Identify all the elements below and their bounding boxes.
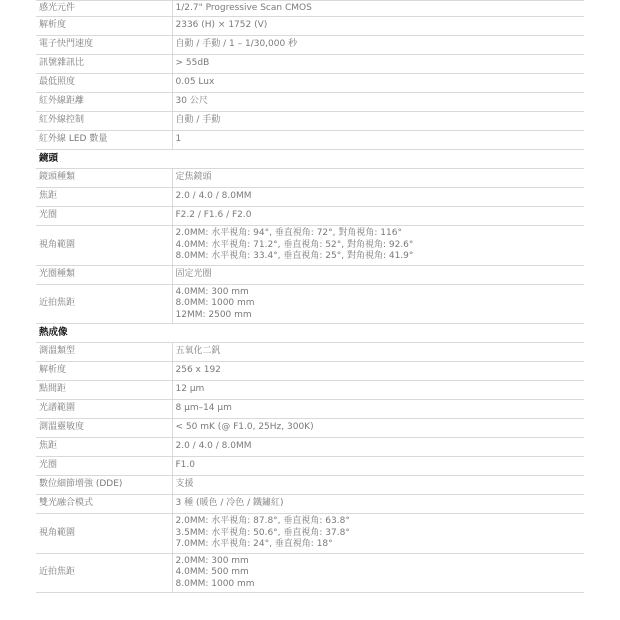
spec-value-line: 1 xyxy=(175,134,182,145)
spec-row xyxy=(36,438,584,457)
spec-value-line: 8.0MM: 1000 mm xyxy=(175,298,255,308)
spec-row xyxy=(36,74,584,93)
spec-row xyxy=(36,419,584,438)
spec-value-line: 256 x 192 xyxy=(175,365,221,376)
spec-value-line: < 50 mK (@ F1.0, 25Hz, 300K) xyxy=(175,422,314,433)
spec-value-cell xyxy=(172,284,584,324)
spec-key: 數位細節增強 (DDE) xyxy=(36,476,172,495)
spec-key: 解析度 xyxy=(36,362,172,381)
spec-value-line: 7.0MM: 水平視角: 24°, 垂直視角: 18° xyxy=(175,539,333,549)
spec-key: 紅外線控制 xyxy=(36,112,172,131)
spec-key: 焦距 xyxy=(36,438,172,457)
section-title: 鏡頭 xyxy=(36,150,584,169)
spec-key: 感光元件 xyxy=(36,1,172,17)
spec-value-cell xyxy=(172,93,584,112)
spec-value-cell xyxy=(172,74,584,93)
spec-row xyxy=(36,265,584,284)
spec-row xyxy=(36,400,584,419)
spec-key: 光圈 xyxy=(36,457,172,476)
spec-value-cell xyxy=(172,226,584,266)
spec-value-cell xyxy=(172,131,584,150)
spec-table-container xyxy=(36,0,584,593)
spec-key: 視角範圍 xyxy=(36,226,172,266)
spec-key: 近拍焦距 xyxy=(36,553,172,593)
spec-value-line: 2.0 / 4.0 / 8.0MM xyxy=(175,191,252,202)
spec-row xyxy=(36,457,584,476)
spec-value-line: 固定光圈 xyxy=(175,268,212,279)
spec-row xyxy=(36,343,584,362)
spec-table xyxy=(36,0,584,593)
spec-key: 光圈 xyxy=(36,207,172,226)
spec-value-line: F1.0 xyxy=(175,460,195,471)
spec-value-cell xyxy=(172,553,584,593)
spec-value-cell xyxy=(172,362,584,381)
spec-row xyxy=(36,112,584,131)
spec-row xyxy=(36,476,584,495)
spec-value-line: 2336 (H) × 1752 (V) xyxy=(175,20,268,31)
spec-value-cell xyxy=(172,457,584,476)
spec-key: 鏡頭種類 xyxy=(36,169,172,188)
spec-row xyxy=(36,131,584,150)
section-title: 熱成像 xyxy=(36,324,584,343)
spec-value-line: 2.0 / 4.0 / 8.0MM xyxy=(175,441,252,452)
spec-value-cell xyxy=(172,514,584,554)
spec-value-line: 4.0MM: 水平視角: 71.2°, 垂直視角: 52°, 對角視角: 92.6° xyxy=(175,239,414,250)
spec-row xyxy=(36,207,584,226)
spec-row xyxy=(36,17,584,36)
spec-value-cell xyxy=(172,495,584,514)
section-header-row xyxy=(36,324,584,343)
spec-value-line: 8.0MM: 1000 mm xyxy=(175,578,255,589)
spec-row xyxy=(36,381,584,400)
spec-key: 訊號雜訊比 xyxy=(36,55,172,74)
spec-key: 光圈種類 xyxy=(36,265,172,284)
spec-value-line: 30 公尺 xyxy=(175,96,208,107)
spec-row xyxy=(36,514,584,554)
spec-key: 最低照度 xyxy=(36,74,172,93)
spec-value-line: 2.0MM: 水平視角: 87.8°, 垂直視角: 63.8° xyxy=(175,516,350,526)
spec-key: 視角範圍 xyxy=(36,514,172,554)
spec-value-cell xyxy=(172,169,584,188)
spec-value-line: 12MM: 2500 mm xyxy=(175,309,252,320)
spec-key: 雙光融合模式 xyxy=(36,495,172,514)
spec-row xyxy=(36,169,584,188)
spec-value-cell xyxy=(172,343,584,362)
spec-row xyxy=(36,188,584,207)
spec-value-line: 3 種 (暖色 / 冷色 / 鐵鏽紅) xyxy=(175,498,284,509)
spec-key: 測溫類型 xyxy=(36,343,172,362)
spec-value-cell xyxy=(172,438,584,457)
spec-value-cell xyxy=(172,476,584,495)
spec-value-cell xyxy=(172,55,584,74)
spec-value-line: 支援 xyxy=(175,479,194,490)
spec-value-line: 8 µm–14 µm xyxy=(175,403,232,414)
spec-value-line: 3.5MM: 水平視角: 50.6°, 垂直視角: 37.8° xyxy=(175,527,350,538)
spec-value-cell xyxy=(172,207,584,226)
spec-value-cell xyxy=(172,381,584,400)
spec-row xyxy=(36,553,584,593)
spec-value-line: 自動 / 手動 / 1 – 1/30,000 秒 xyxy=(175,39,298,50)
spec-row xyxy=(36,284,584,324)
spec-value-line: 8.0MM: 水平視角: 33.4°, 垂直視角: 25°, 對角視角: 41.9° xyxy=(175,251,414,261)
spec-value-line: 定焦鏡頭 xyxy=(175,172,212,183)
spec-row xyxy=(36,362,584,381)
spec-value-line: 4.0MM: 500 mm xyxy=(175,567,249,577)
spec-key: 近拍焦距 xyxy=(36,284,172,324)
spec-value-line: 1/2.7" Progressive Scan CMOS xyxy=(175,2,312,13)
spec-value-line: > 55dB xyxy=(175,58,210,69)
spec-value-line: 2.0MM: 水平視角: 94°, 垂直視角: 72°, 對角視角: 116° xyxy=(175,228,402,238)
spec-key: 光譜範圍 xyxy=(36,400,172,419)
spec-key: 焦距 xyxy=(36,188,172,207)
spec-value-line: 4.0MM: 300 mm xyxy=(175,286,249,297)
spec-value-cell xyxy=(172,36,584,55)
spec-value-cell xyxy=(172,112,584,131)
spec-key: 電子快門速度 xyxy=(36,36,172,55)
spec-value-line: 12 µm xyxy=(175,384,205,395)
spec-value-cell xyxy=(172,265,584,284)
spec-value-line: 自動 / 手動 xyxy=(175,115,221,126)
spec-value-cell xyxy=(172,17,584,36)
spec-key: 紅外線 LED 數量 xyxy=(36,131,172,150)
spec-row xyxy=(36,226,584,266)
spec-key: 解析度 xyxy=(36,17,172,36)
spec-key: 點間距 xyxy=(36,381,172,400)
spec-value-cell xyxy=(172,1,584,17)
section-header-row xyxy=(36,150,584,169)
spec-value-cell xyxy=(172,419,584,438)
spec-value-cell xyxy=(172,400,584,419)
spec-row xyxy=(36,36,584,55)
spec-row xyxy=(36,495,584,514)
spec-value-line: 五氧化二釩 xyxy=(175,346,221,357)
spec-value-line: 2.0MM: 300 mm xyxy=(175,555,249,566)
spec-row xyxy=(36,93,584,112)
spec-value-line: 0.05 Lux xyxy=(175,77,215,88)
spec-row xyxy=(36,1,584,17)
spec-value-cell xyxy=(172,188,584,207)
spec-row xyxy=(36,55,584,74)
spec-key: 測溫靈敏度 xyxy=(36,419,172,438)
spec-key: 紅外線距離 xyxy=(36,93,172,112)
spec-value-line: F2.2 / F1.6 / F2.0 xyxy=(175,210,252,221)
